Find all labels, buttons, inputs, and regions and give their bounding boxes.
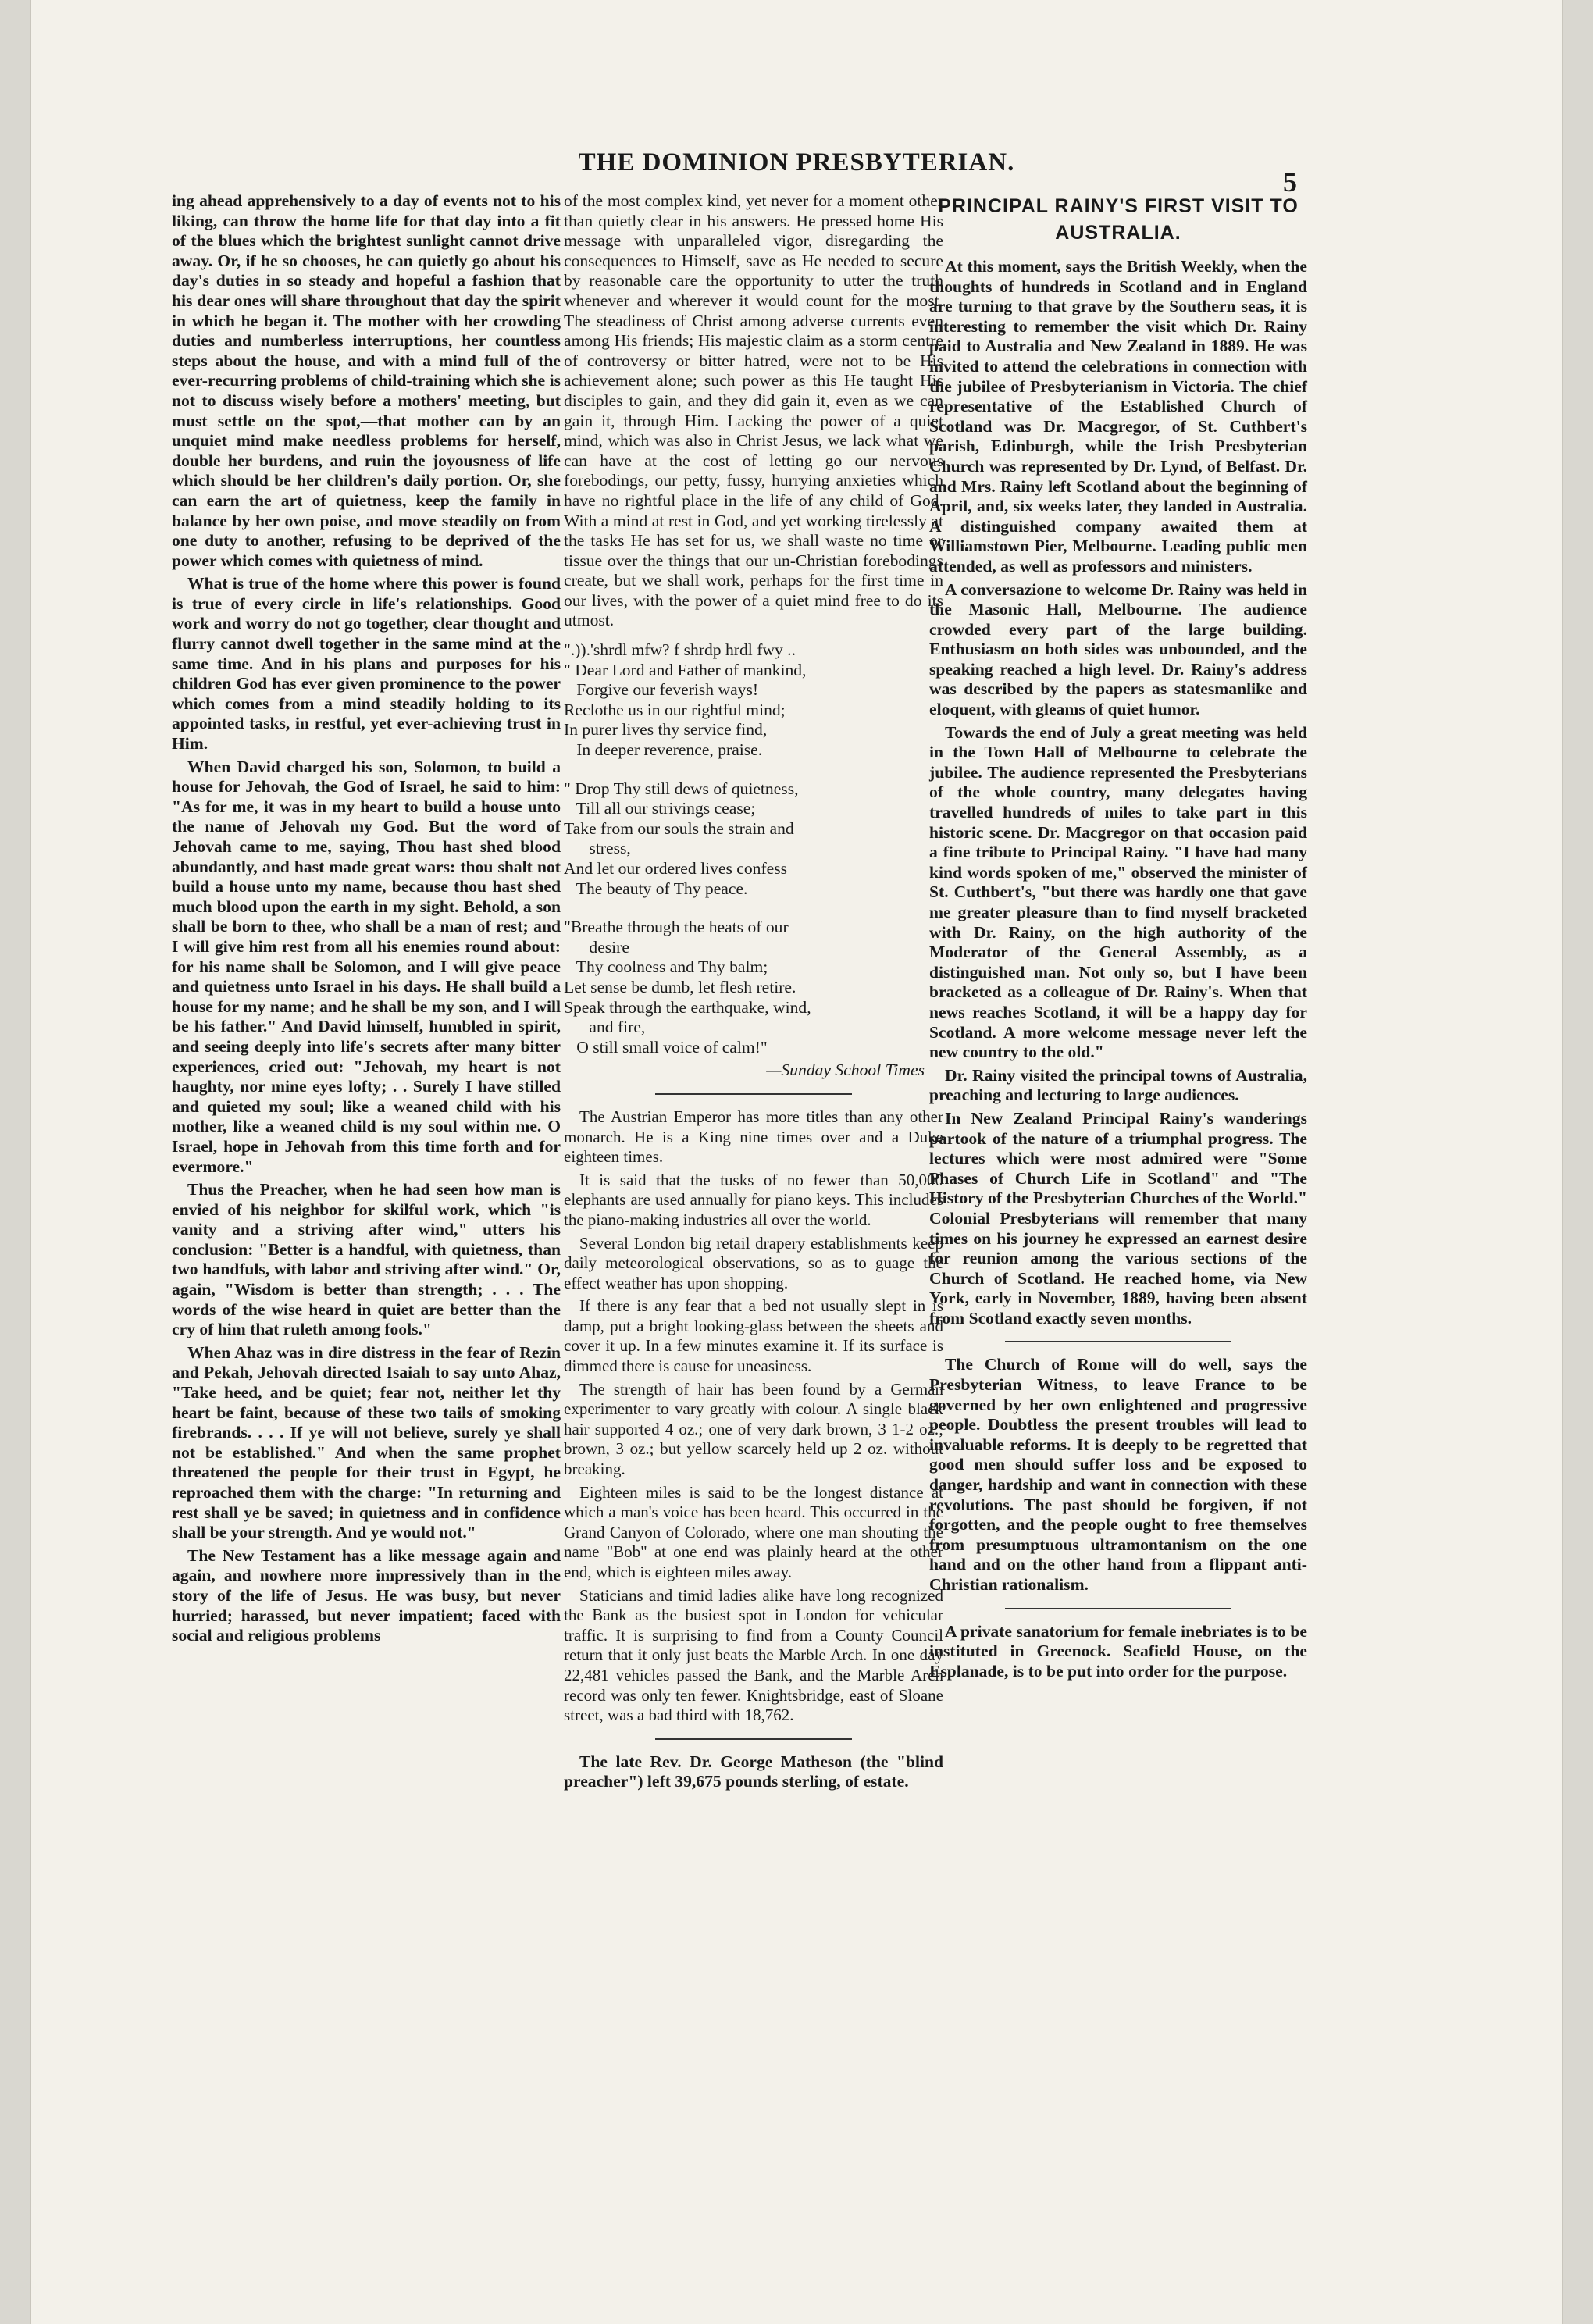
note-item: It is said that the tusks of no fewer than 50,000 elephants are used annually for piano keys. This includes the piano-making industries all over the world. xyxy=(564,1170,943,1229)
rome-paragraph: The Church of Rome will do well, says the Presbyterian Witness, to leave France to be governed by her own enlightened and progressive people. Doubtless the present troubles will lead to invaluable reforms. It is deeply to be regretted that good men should suffer loss and be exposed to danger, hardship and want in connection with these revolutions. The past should be forgiven, if not forgotten, and the people ought to free themselves from presumptuous ultramontanism on the one hand and on the other hand from a flippant anti-Christian rationalism. xyxy=(929,1355,1307,1594)
article-paragraph: Dr. Rainy visited the principal towns of Australia, preaching and lecturing to large audiences. xyxy=(929,1065,1307,1105)
hymn-stanza xyxy=(564,779,943,900)
hymn-line: And let our ordered lives confess xyxy=(564,859,788,878)
page-number: 5 xyxy=(1283,166,1297,198)
hymn-line: The beauty of Thy peace. xyxy=(564,879,748,898)
note-item: The Austrian Emperor has more titles than any other monarch. He is a King nine times over and a Duke eighteen times. xyxy=(564,1107,943,1167)
hymn-line: " Dear Lord and Father of mankind, xyxy=(564,660,807,679)
hymn-line: Forgive our feverish ways! xyxy=(564,680,759,700)
hymn-line: and fire, xyxy=(564,1018,646,1037)
article-paragraph: When Ahaz was in dire distress in the fear of Rezin and Pekah, Jehovah directed Isaiah to say unto Ahaz, "Take heed, and be quiet; fear not, neither let thy heart be faint, because of these two tails of smoking firebrands. . . . If ye will not believe, surely ye shall not be established." And when the same prophet threatened the people for their trust in Egypt, he reproached them with the charge: "In returning and rest shall ye be saved; in quietness and in confidence shall be your strength. And ye would not." xyxy=(172,1342,561,1542)
hymn-line: stress, xyxy=(564,839,631,858)
note-item: If there is any fear that a bed not usually slept in is damp, put a bright looking-glass between the sheets and cover it up. In a few minutes examine it. If its surface is dimmed there is cause for uneasiness. xyxy=(564,1296,943,1376)
hymn-line: Reclothe us in our rightful mind; xyxy=(564,700,786,719)
hymn-line: desire xyxy=(564,937,629,957)
article-paragraph: Thus the Preacher, when he had seen how man is envied of his neighbor for skilful work, which "is vanity and a striving after wind," utters his conclusion: "Better is a handful, with quietness, than two handfuls, with labor and striving after wind." Or, again, "Wisdom is better than strength; . . . The words of the wise heard in quiet are better than the cry of him that ruleth among fools." xyxy=(172,1180,561,1339)
hymn xyxy=(564,640,943,1081)
article-continuation: of the most complex kind, yet never for a moment other than quietly clear in his answers. He pressed home His message with unparalleled vigor, disregarding the consequences to Himself, save as He needed to secure by reasonable care the opportunity to utter the truth whenever and wherever it would count for the most. The steadiness of Christ among adverse currents even among His friends; His majestic claim as a storm centre of controversy or bitter hatred, were not to be His achievement alone; such power as this He taught His disciples to gain, and they did gain it, even as we can gain it, through Him. Lacking the power of a quiet mind, which was also in Christ Jesus, we lack what we can have at the cost of letting go our nervous forebodings, our petty, fussy, hurrying anxieties which have no rightful place in the life of any child of God. With a mind at rest in God, and yet working tirelessly at the tasks He has set for us, we shall waste no time or tissue over the things that our un-Christian forebodings create, but we shall work, perhaps for the first time in our lives, with the power of a quiet mind free to do its utmost. xyxy=(564,191,943,630)
column-middle xyxy=(564,191,943,1795)
divider xyxy=(655,1738,853,1740)
hymn-line: In purer lives thy service find, xyxy=(564,720,768,740)
article-paragraph: What is true of the home where this power is found is true of every circle in life's relationships. Good work and worry do not go together, clear thought and flurry cannot dwell together in the same mind at the same time. And in his plans and purposes for his children God has ever given prominence to the power which comes from a mind steadily holding to its appointed tasks, in restful, yet ever-achieving trust in Him. xyxy=(172,574,561,754)
page-header: THE DOMINION PRESBYTERIAN. xyxy=(578,148,1015,176)
hymn-line: O still small voice of calm!" xyxy=(564,1037,768,1057)
hymn-line: " Drop Thy still dews of quietness, xyxy=(564,779,799,798)
hymn-stanza xyxy=(564,918,943,1057)
article-paragraph: ing ahead apprehensively to a day of events not to his liking, can throw the home life for that day into a fit of the blues which the brightest sunlight cannot drive away. Or, if he so chooses, he can quietly go about his day's duties in so steady and hopeful a fashion that his dear ones will share throughout that day the spirit in which he began it. The mother with her crowding duties and numberless interruptions, her countless steps about the house, and with a mind full of the ever-recurring problems of child-training which she is not to discuss wisely before a mothers' meeting, but must settle on the spot,—that mother can by an unquiet mind make needless problems for herself, double her burdens, and ruin the joyousness of life which should be her children's daily portion. Or, she can earn the art of quietness, keep the family in balance by her own poise, and move steadily on from one duty to another, refusing to be deprived of the power which comes with quietness of mind. xyxy=(172,191,561,570)
newspaper-page xyxy=(31,0,1562,2324)
note-item: Eighteen miles is said to be the longest distance at which a man's voice has been heard. This occurred in the Grand Canyon of Colorado, where one man shouting the name "Bob" at one end was plainly heard at the other end, which is eighteen miles away. xyxy=(564,1482,943,1581)
hymn-line: Till all our strivings cease; xyxy=(564,799,756,818)
hymn-line: In deeper reverence, praise. xyxy=(564,740,763,760)
hymn-credit: —Sunday School Times xyxy=(766,1060,925,1080)
article-paragraph: A conversazione to welcome Dr. Rainy was held in the Masonic Hall, Melbourne. The audience crowded every part of the large building. Enthusiasm on both sides was unbounded, and the speaking reached a high level. Dr. Rainy's address was described by the papers as statesmanlike and eloquent, with gleams of quiet humor. xyxy=(929,579,1307,719)
divider xyxy=(1005,1341,1231,1342)
article-paragraph: When David charged his son, Solomon, to build a house for Jehovah, the God of Israel, he said to him: "As for me, it was in my heart to build a house unto the name of Jehovah my God. But the word of Jehovah came to me, saying, Thou hast shed blood abundantly, and hast made great wars: thou shalt not build a house unto my name, because thou hast shed much blood upon the earth in my sight. Behold, a son shall be born to thee, who shall be a man of rest; and I will give him rest from all his enemies round about: for his name shall be Solomon, and I will give peace and quietness unto Israel in his days. He shall build a house for my name; and he shall be my son, and I will be his father." And David himself, humbled in spirit, and seeing deeply into life's secrets after many bitter experiences, cried out: "Jehovah, my heart is not haughty, nor mine eyes lofty; . . Surely I have stilled and quieted my soul; like a weaned child with his mother, like a weaned child is my soul within me. O Israel, hope in Jehovah from this time forth and for evermore." xyxy=(172,757,561,1176)
sanatorium-paragraph: A private sanatorium for female inebriates is to be instituted in Greenock. Seafield House, on the Esplanade, is to be put into order for the purpose. xyxy=(929,1621,1307,1681)
divider xyxy=(1005,1608,1231,1609)
hymn-line: Take from our souls the strain and xyxy=(564,818,794,838)
hymn-line: Speak through the earthquake, wind, xyxy=(564,997,811,1017)
garbled-line: ".)).'shrdl mfw? f shrdp hrdl fwy .. xyxy=(564,640,796,660)
divider xyxy=(655,1093,853,1095)
note-item: Several London big retail drapery establishments keep daily meteorological observations, so as to guage the effect weather has upon shopping. xyxy=(564,1233,943,1292)
column-left xyxy=(172,191,561,1649)
article-paragraph: Towards the end of July a great meeting was held in the Town Hall of Melbourne to celebrate the jubilee. The audience represented the Presbyterians of the whole country, many delegates having travelled hundreds of miles to take part in this historic scene. Dr. Macgregor on that occasion paid a fine tribute to Principal Rainy. "I have had many kind words spoken of me," observed the minister of St. Cuthbert's, "but there was hardly one that gave me greater pleasure than to find myself bracketed with Dr. Rainy, on the high authority of the Moderator of the General Assembly, as a distinguished man. Not only so, but I have been bracketed as a colleague of Dr. Rainy's. When that news reaches Scotland, it will be a happy day for Scotland. A more welcome message never left the new country to the old." xyxy=(929,722,1307,1062)
note-item: The strength of hair has been found by a German experimenter to vary greatly with colour. A single black hair supported 4 oz.; one of very dark brown, 3 1-2 oz.; brown, 3 oz.; but yellow scarcely held up 2 oz. without breaking. xyxy=(564,1379,943,1479)
note-item: Staticians and timid ladies alike have long recognized the Bank as the busiest spot in London for vehicular traffic. It is surprising to find from a County Council return that it only just beats the Marble Arch. In one day 22,481 vehicles passed the Bank, and the Marble Arch record was only ten fewer. Knightsbridge, east of Sloane street, was a bad third with 18,762. xyxy=(564,1585,943,1725)
article-paragraph: In New Zealand Principal Rainy's wanderings partook of the nature of a triumphal progress. The lectures which were most admired were "Some Phases of Church Life in Scotland" and "The History of the Presbyterian Churches of the World." Colonial Presbyterians will remember that many times on his journey he expressed an earnest desire for reunion among the various sections of the Church of Scotland. He reached home, via New York, early in November, 1889, having been absent from Scotland exactly seven months. xyxy=(929,1108,1307,1328)
article-paragraph: The New Testament has a like message again and again, and nowhere more impressively than in the story of the life of Jesus. He was busy, but never hurried; harassed, but never impatient; faced with social and religious problems xyxy=(172,1545,561,1645)
article-paragraph: At this moment, says the British Weekly, when the thoughts of hundreds in Scotland and in England are turning to that grave by the Southern seas, it is interesting to remember the visit which Dr. Rainy paid to Australia and New Zealand in 1889. He was invited to attend the celebrations in connection with the jubilee of Presbyterianism in Victoria. The chief representative of the Established Church of Scotland was Dr. Macgregor, of St. Cuthbert's parish, Edinburgh, while the Irish Presbyterian Church was represented by Dr. Lynd, of Belfast. Dr. and Mrs. Rainy left Scotland about the beginning of April, and, six weeks later, they landed in Australia. A distinguished company awaited them at Williamstown Pier, Melbourne. Leading public men attended, as well as professors and ministers. xyxy=(929,257,1307,576)
short-notes xyxy=(564,1107,943,1726)
column-right xyxy=(929,191,1307,1684)
matheson-note: The late Rev. Dr. George Matheson (the "blind preacher") left 39,675 pounds sterling, of estate. xyxy=(564,1752,943,1791)
hymn-line: Let sense be dumb, let flesh retire. xyxy=(564,977,796,996)
hymn-line: "Breathe through the heats of our xyxy=(564,918,789,937)
article-heading: PRINCIPAL RAINY'S FIRST VISIT TO AUSTRALIA. xyxy=(938,195,1299,244)
hymn-stanza xyxy=(564,661,943,761)
hymn-line: Thy coolness and Thy balm; xyxy=(564,957,768,977)
